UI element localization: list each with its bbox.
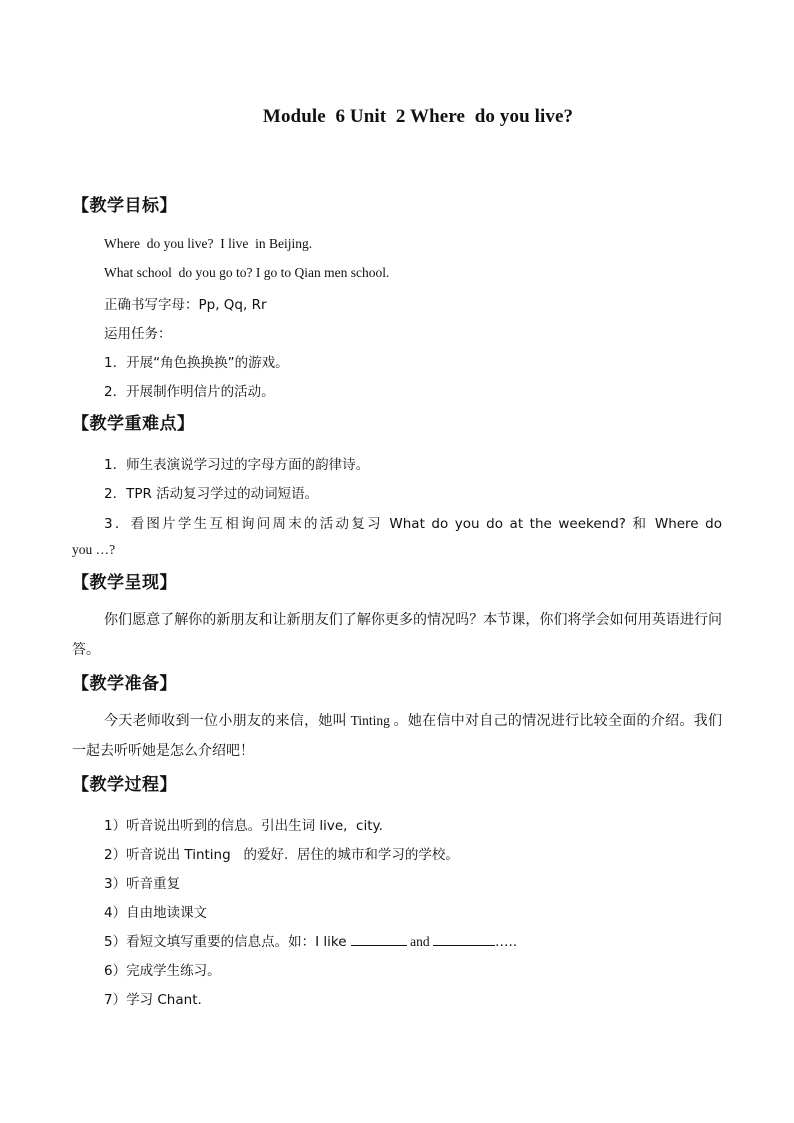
- document-title: Module 6 Unit 2 Where do you live?: [262, 106, 574, 127]
- process-step-2: 2）听音说出 Tinting 的爱好. 居住的城市和学习的学校。: [104, 847, 459, 863]
- process-step-6: 6）完成学生练习。: [104, 963, 221, 979]
- preparation-text-1: 今天老师收到一位小朋友的来信，她叫: [104, 713, 347, 729]
- preparation-paragraph: [72, 706, 722, 766]
- key-point-2: 2．TPR 活动复习学过的动词短语。: [104, 486, 319, 502]
- heading-process: 【教学过程】: [72, 775, 177, 795]
- preparation-name: Tinting: [346, 713, 394, 728]
- goal-line-4: 运用任务：: [104, 326, 172, 342]
- fill-blank-1: [351, 933, 407, 946]
- heading-teaching-goals: 【教学目标】: [72, 196, 177, 216]
- key-point-3-line-2: you …?: [72, 542, 116, 557]
- heading-presentation: 【教学呈现】: [72, 573, 177, 593]
- goal-line-3: 正确书写字母：Pp, Qq, Rr: [104, 297, 267, 313]
- goal-line-1: Where do you live? I live in Beijing.: [104, 236, 313, 251]
- process-step-4: 4）自由地读课文: [104, 905, 208, 921]
- goal-line-5: 1．开展“角色换换换”的游戏。: [104, 355, 289, 371]
- process-step-5: [104, 930, 517, 950]
- goal-line-2: What school do you go to? I go to Qian men school.: [104, 265, 390, 280]
- process-step-5-prefix: 5）看短文填写重要的信息点。如：I like: [104, 934, 351, 950]
- process-step-5-suffix: …..: [495, 934, 518, 950]
- preparation-text-2: 。她在信中对自己的情况进行比较全面的介绍。我们一起去听听她是怎么介绍吧！: [72, 713, 722, 759]
- goal-line-6: 2．开展制作明信片的活动。: [104, 384, 275, 400]
- heading-preparation: 【教学准备】: [72, 674, 177, 694]
- heading-key-points: 【教学重难点】: [72, 414, 195, 434]
- process-step-3: 3）听音重复: [104, 876, 181, 892]
- process-step-7: 7）学习 Chant.: [104, 992, 202, 1008]
- process-step-1: 1）听音说出听到的信息。引出生词 live, city.: [104, 818, 383, 834]
- presentation-paragraph: 你们愿意了解你的新朋友和让新朋友们了解你更多的情况吗？本节课，你们将学会如何用英语进行问答。: [72, 612, 722, 658]
- process-step-5-and: and: [406, 934, 434, 949]
- key-point-1: 1．师生表演说学习过的字母方面的韵律诗。: [104, 457, 370, 473]
- fill-blank-2: [433, 933, 495, 946]
- key-point-3-line-1: 3．看图片学生互相询问周末的活动复习 What do you do at the weekend? 和 Where do: [104, 516, 722, 532]
